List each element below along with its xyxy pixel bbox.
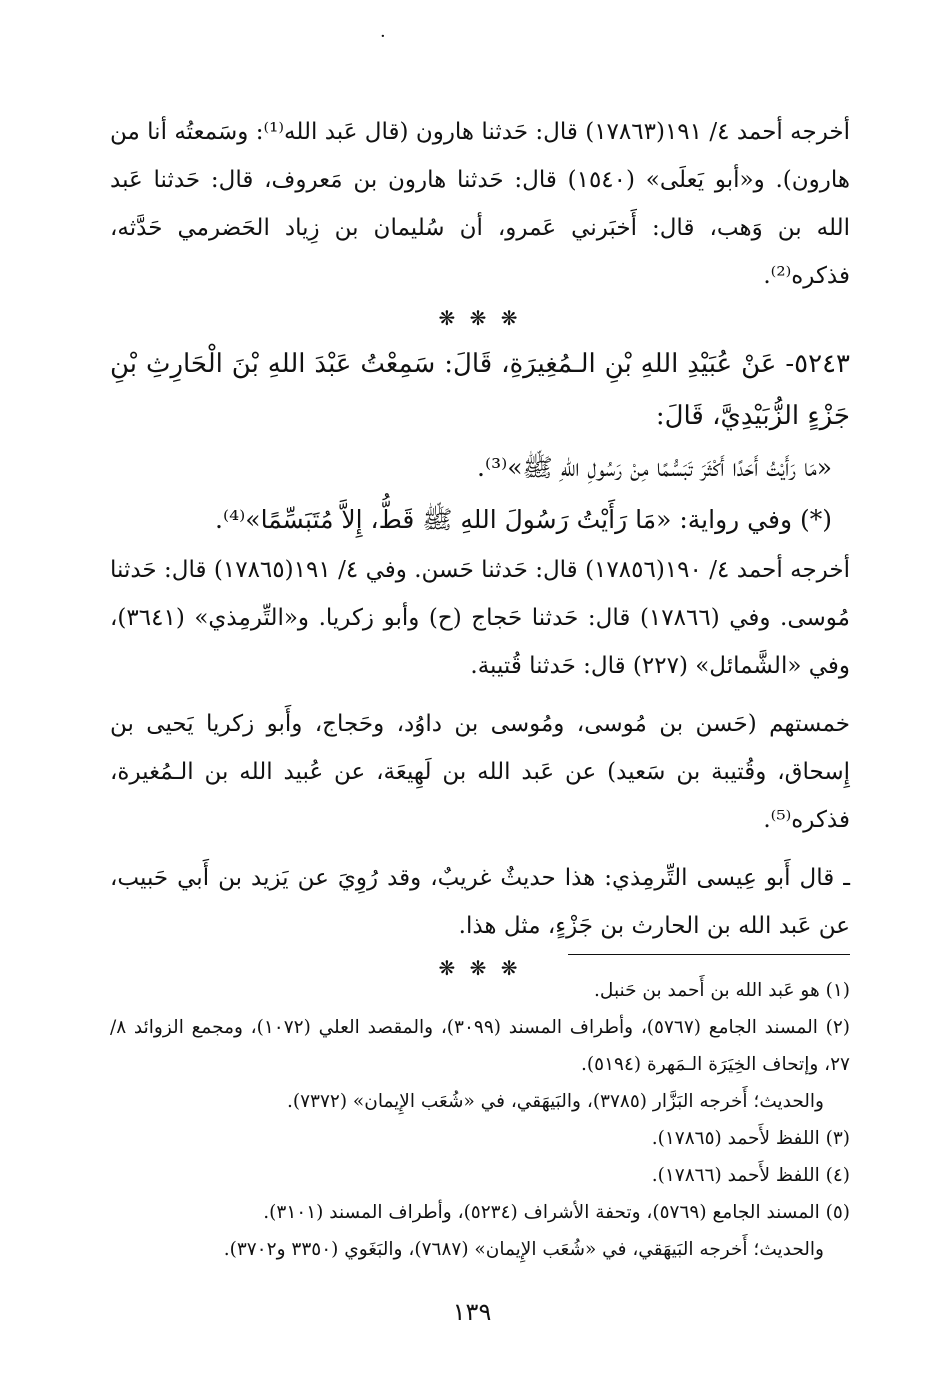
takhrij-paragraph-1: أخرجه أحمد ٤/ ١٩١(١٧٨٦٣) قال: حَدثنا هارون (قال عَبد الله⁽¹⁾: وسَمعتُه أنا من هارون). و«أبو يَعلَى» (١٥٤٠) قال: حَدثنا هارون بن مَعروف، قال: حَدثنا عَبد الله بن وَهب، قال: أَخبَرني عَمرو، أن سُليمان بن زِياد الحَضرمي حَدَّثه، فذكره⁽²⁾.: [110, 119, 851, 289]
section-separator-2: ❋ ❋ ❋: [438, 956, 522, 980]
footnote-5: (٥) المسند الجامع (٥٧٦٩)، وتحفة الأشراف (٥٢٣٤)، وأطراف المسند (٣١٠١).: [263, 1202, 850, 1223]
main-text: [110, 108, 850, 988]
footnote-2-continuation: والحديث؛ أَخرجه البَزَّار (٣٧٨٥)، والبَيهَقي، في «شُعَب الإِيمان» (٧٣٧٢).: [286, 1091, 824, 1112]
section-separator-1: ❋ ❋ ❋: [438, 306, 522, 330]
hadith-riwaya: (*) وفي رواية: «مَا رَأَيْتُ رَسُولَ اللهِ ﷺ قَطُّ، إِلاَّ مُتَبَسِّمًا»⁽⁴⁾.: [215, 505, 832, 534]
footnote-4: (٤) اللفظ لأَحمد (١٧٨٦٦).: [651, 1165, 850, 1186]
hadith-matn: «مَا رَأَيْتُ أَحَدًا أَكْثَرَ تَبَسُّمًا مِنْ رَسُولِ اللهِ ﷺ»⁽³⁾.: [477, 453, 832, 482]
footnote-2: (٢) المسند الجامع (٥٧٦٧)، وأطراف المسند (٣٠٩٩)، والمقصد العلي (١٠٧٢)، ومجمع الزوائد ٨/ ٢٧، وإتحاف الخِيَرَة الـمَهرة (٥١٩٤).: [110, 1017, 850, 1075]
footnote-rule: [568, 954, 850, 955]
footnote-1: (١) هو عَبد الله بن أَحمد بن حَنبل.: [594, 980, 850, 1001]
footnote-5-continuation: والحديث؛ أَخرجه البَيهَقي، في «شُعَب الإِيمان» (٧٦٨٧)، والبَغَوي (٣٣٥٠ و٣٧٠٢).: [223, 1239, 824, 1260]
footnotes: [110, 972, 850, 1268]
footnote-3: (٣) اللفظ لأَحمد (١٧٨٦٥).: [651, 1128, 850, 1149]
top-mark: ·: [380, 26, 386, 47]
page-number: ١٣٩: [452, 1298, 492, 1326]
tirmidhi-note: ـ قال أَبو عِيسى التِّرمِذي: هذا حديثٌ غريبٌ، وقد رُوِيَ عن يَزيد بن أَبي حَبيب، عن عَبد الله بن الحارث بن جَزْءٍ، مثل هذا.: [110, 865, 850, 939]
khamsatuhum-paragraph: خمستهم (حَسن بن مُوسى، ومُوسى بن داوُد، وحَجاج، وأَبو زكريا يَحيى بن إِسحاق، وقُتيبة بن سَعيد) عن عَبد الله بن لَهِيعَة، عن عُبيد الله بن الـمُغيرة، فذكره⁽⁵⁾.: [110, 711, 850, 833]
hadith-heading: ٥٢٤٣- عَنْ عُبَيْدِ اللهِ بْنِ الـمُغِيرَةِ، قَالَ: سَمِعْتُ عَبْدَ اللهِ بْنَ الْحَارِثِ بْنِ جَزْءٍ الزُّبَيْدِيَّ، قَالَ:: [110, 349, 850, 431]
takhrij-paragraph-2: أخرجه أحمد ٤/ ١٩٠(١٧٨٥٦) قال: حَدثنا حَسن. وفي ٤/ ١٩١(١٧٨٦٥) قال: حَدثنا مُوسى. وفي (١٧٨٦٦) قال: حَدثنا حَجاج (ح) وأبو زكريا. و«التِّرمِذي» (٣٦٤١)، وفي «الشَّمائل» (٢٢٧) قال: حَدثنا قُتيبة.: [110, 557, 851, 679]
